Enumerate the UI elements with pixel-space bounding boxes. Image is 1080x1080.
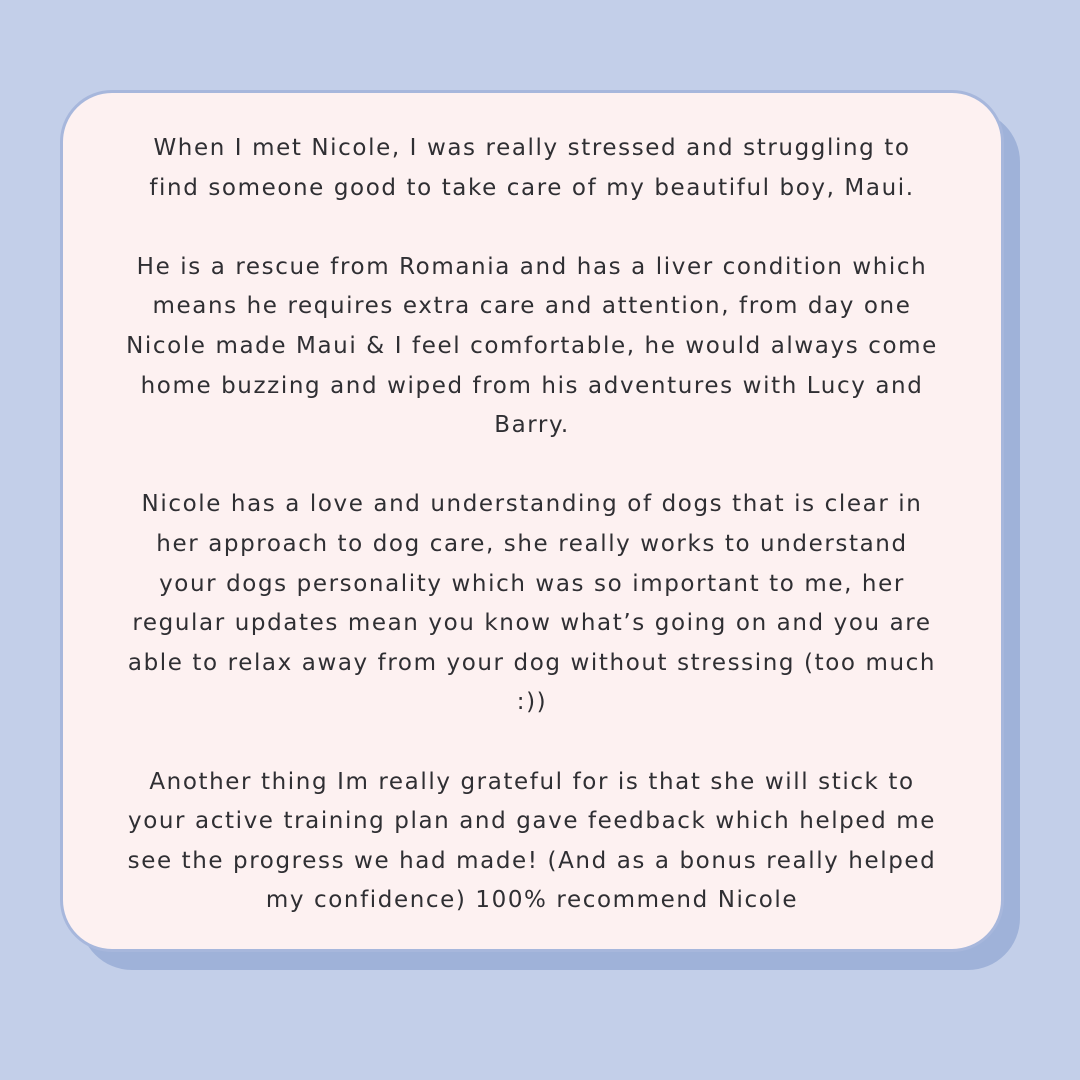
text-line: find someone good to take care of my beautiful boy, Maui. [149, 174, 915, 201]
text-line: means he requires extra care and attention, from day one [152, 293, 912, 320]
text-line: my confidence) 100% recommend Nicole [265, 887, 799, 914]
text-line: Nicole has a love and understanding of dogs that is clear in [141, 491, 923, 518]
text-line: regular updates mean you know what’s going on and you are [132, 610, 932, 637]
text-line: her approach to dog care, she really works to understand [156, 530, 908, 557]
testimonial-paragraph-2 [103, 248, 961, 446]
text-line: see the progress we had made! (And as a bonus really helped [127, 847, 937, 874]
text-line: When I met Nicole, I was really stressed and struggling to [153, 135, 911, 161]
text-line: home buzzing and wiped from his adventures with Lucy and [140, 372, 924, 399]
text-line: :)) [516, 689, 548, 716]
text-line: your active training plan and gave feedback which helped me [128, 808, 936, 835]
testimonial-text [103, 129, 961, 960]
testimonial-card [60, 90, 1004, 952]
text-line: your dogs personality which was so important to me, her [159, 570, 905, 597]
text-line: able to relax away from your dog without stressing (too much [127, 649, 937, 676]
text-line: Nicole made Maui & I feel comfortable, he would always come [126, 332, 938, 359]
testimonial-paragraph-4 [103, 763, 961, 921]
testimonial-paragraph-1 [103, 129, 961, 208]
text-line: Another thing Im really grateful for is that she will stick to [149, 768, 915, 795]
text-line: He is a rescue from Romania and has a liver condition which [136, 253, 928, 280]
text-line: Barry. [494, 412, 570, 439]
testimonial-paragraph-3 [103, 485, 961, 723]
